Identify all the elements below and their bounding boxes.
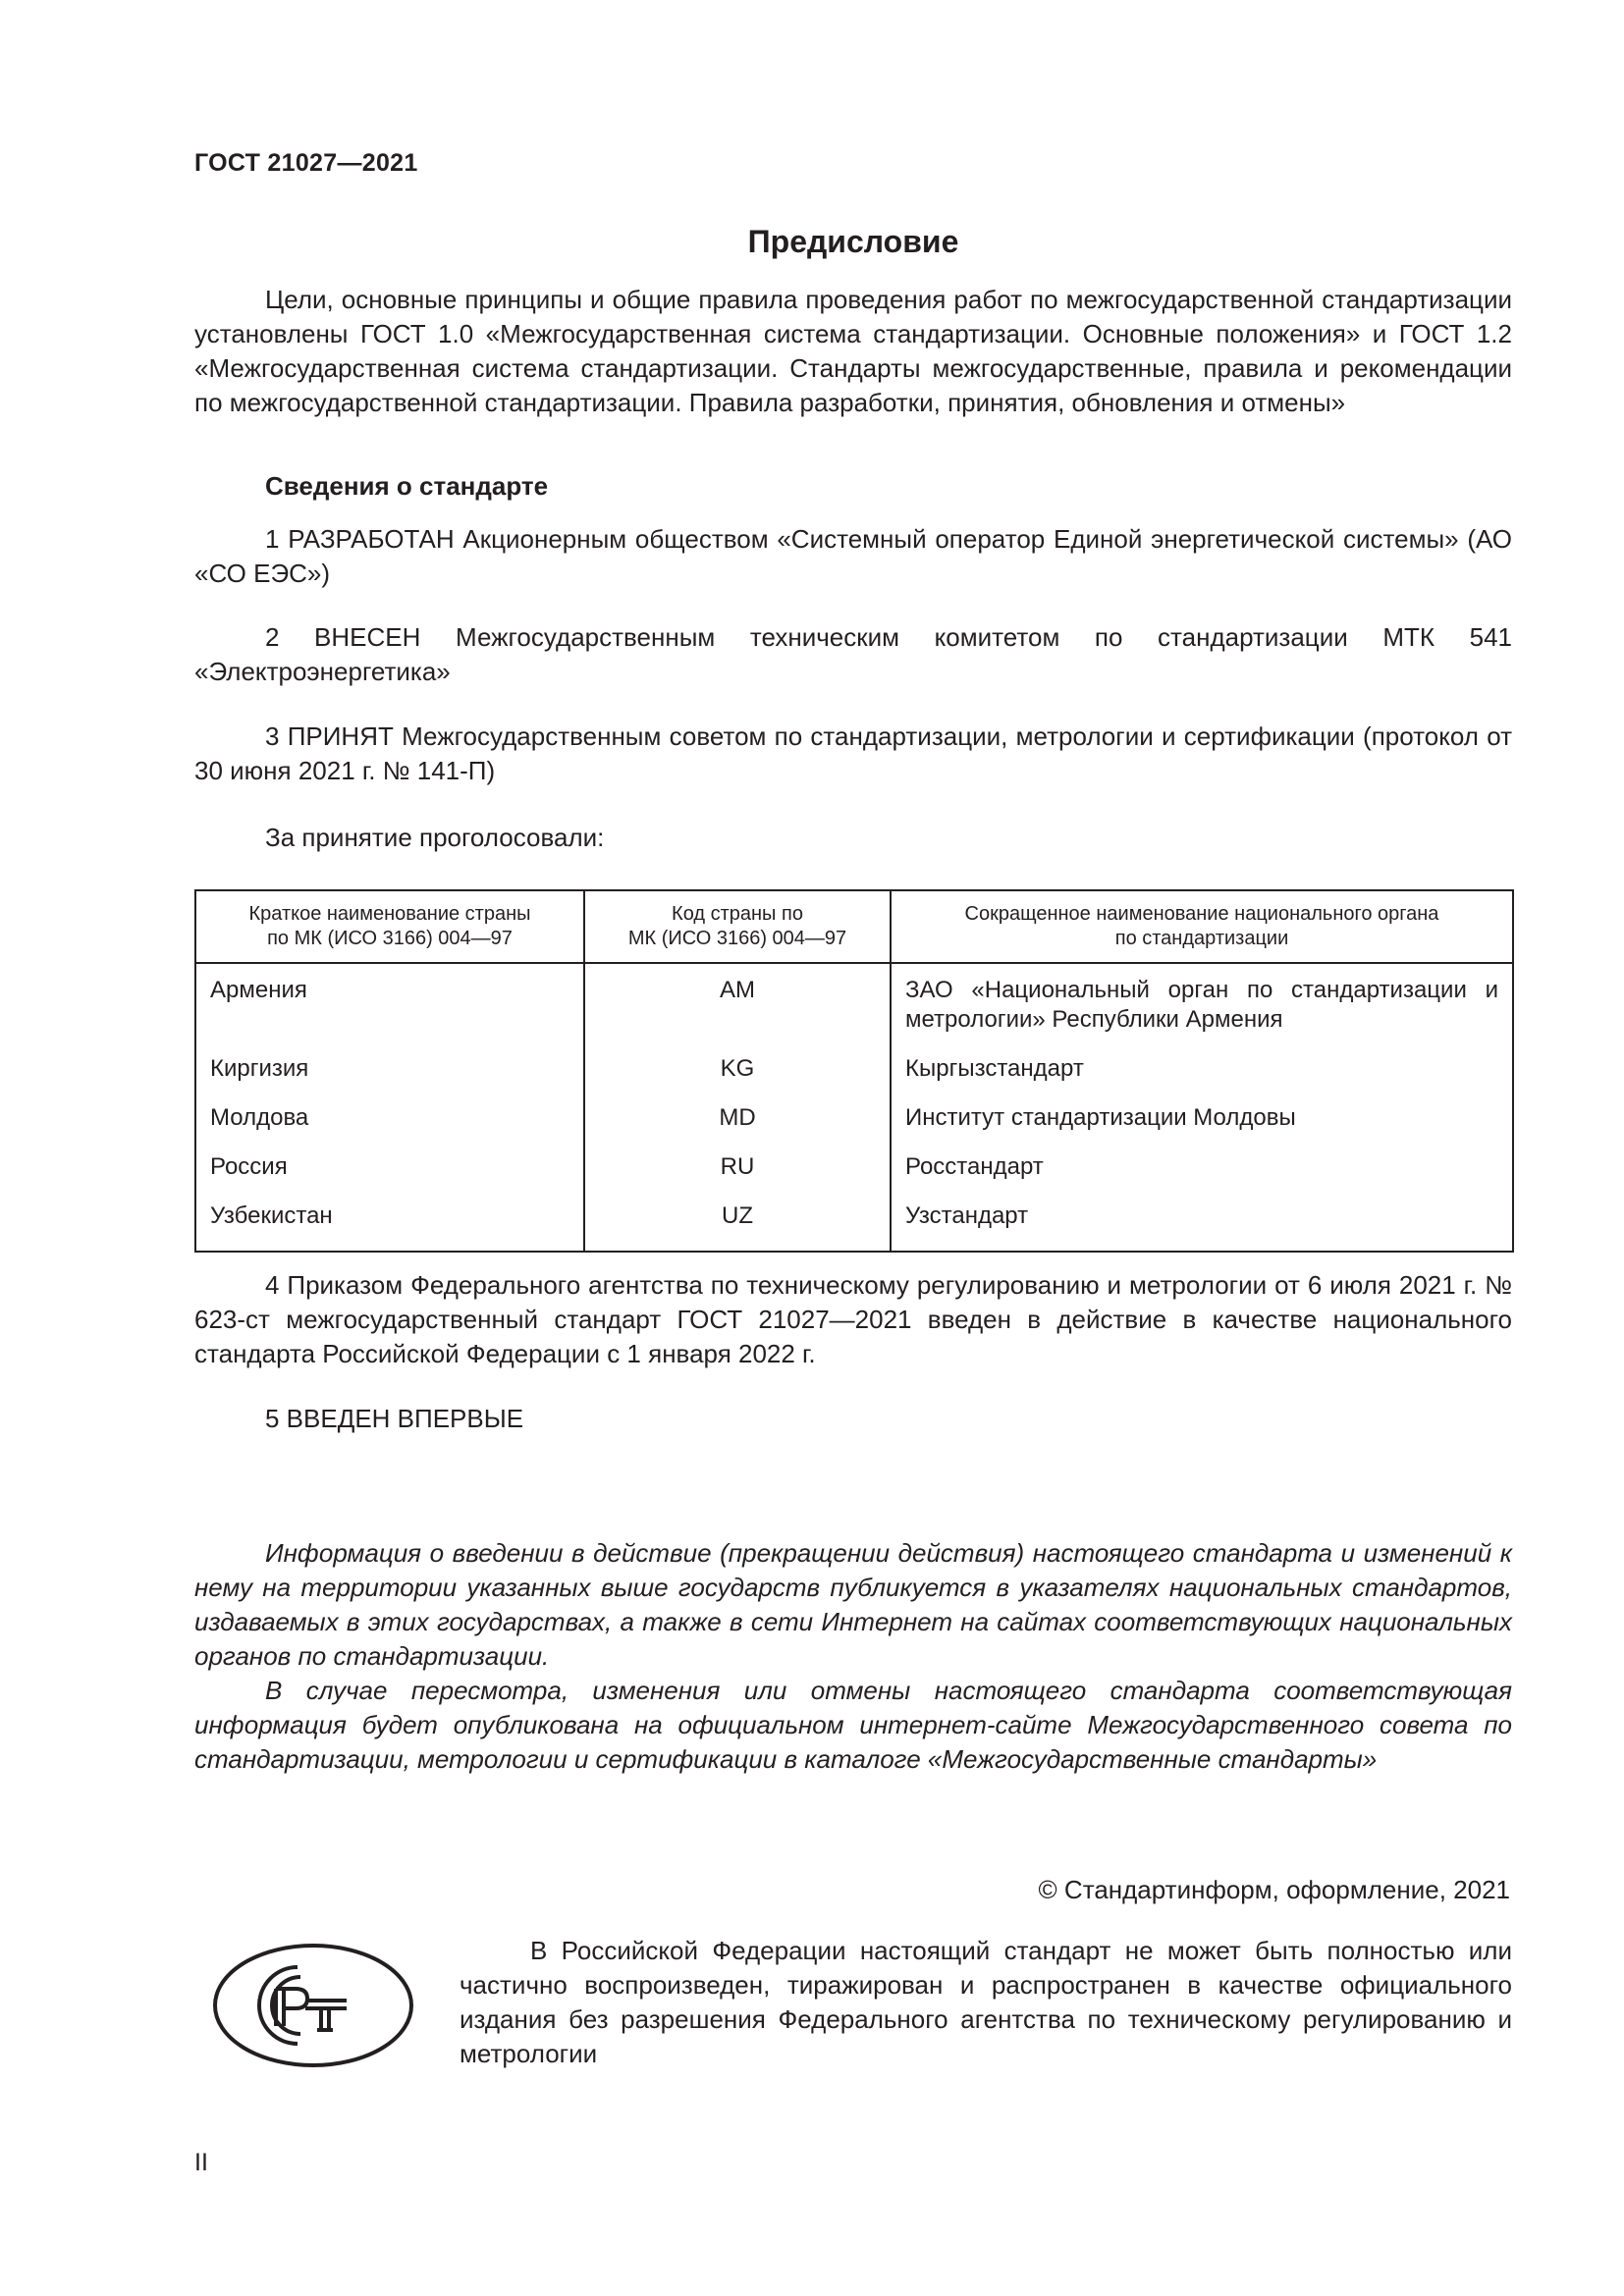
table-row [195, 1054, 1513, 1103]
standards-body-cell: Институт стандартизации Молдовы [891, 1103, 1513, 1152]
copyright-line: © Стандартинформ, оформление, 2021 [1038, 1875, 1510, 1904]
standards-body-cell: Кыргызстандарт [891, 1054, 1513, 1103]
table-row [195, 963, 1513, 1054]
code-cell: MD [584, 1103, 891, 1152]
page-title: Предисловие [747, 224, 959, 259]
code-cell: AM [584, 963, 891, 1054]
country-cell: Россия [195, 1152, 584, 1201]
table-header-row [195, 890, 1513, 963]
rst-certification-mark-icon [211, 1942, 415, 2074]
foreword-intro: Цели, основные принципы и общие правила проведения работ по межгосударственной стандартизации установлены ГОСТ 1.0 «Межгосударственная система стандартизации. Основные положения» и ГОСТ 1.2 «Межгосударственная система стандартизации. Стандарты межгосударственные, правила и рекомендации по межгосударственной стандартизации. Правила разработки, принятия, обновления и отмены» [194, 285, 1512, 417]
table-row [195, 1201, 1513, 1252]
reproduction-rights-notice: В Российской Федерации настоящий стандарт не может быть полностью или частично воспроизведен, тиражирован и распространен в качестве официального издания без разрешения Федерального агентства по техническому регулированию и метрологии [460, 1936, 1512, 2068]
country-cell: Киргизия [195, 1054, 584, 1103]
item-developed: 1 РАЗРАБОТАН Акционерным обществом «Системный оператор Единой энергетической системы» (АО «СО ЕЭС») [194, 524, 1512, 588]
standards-body-cell: Росстандарт [891, 1152, 1513, 1201]
country-cell: Армения [195, 963, 584, 1054]
table-row [195, 1152, 1513, 1201]
item-adopted: 3 ПРИНЯТ Межгосударственным советом по стандартизации, метрологии и сертификации (протокол от 30 июня 2021 г. № 141-П) [194, 721, 1512, 785]
notice-information: Информация о введении в действие (прекращении действия) настоящего стандарта и изменений к нему на территории указанных выше государств публикуется в указателях национальных стандартов, издаваемых в этих государствах, а также в сети Интернет на сайтах соответствующих национальных органов по стандартизации. [194, 1538, 1512, 1671]
item-enacted: 4 Приказом Федерального агентства по техническому регулированию и метрологии от 6 июля 2021 г. № 623-ст межгосударственный стандарт ГОСТ 21027—2021 введен в действие в качестве национального стандарта Российской Федерации с 1 января 2022 г. [194, 1270, 1512, 1368]
code-cell: RU [584, 1152, 891, 1201]
voted-label: За принятие проголосовали: [265, 823, 605, 852]
page-number: II [194, 2149, 208, 2176]
notice-revision: В случае пересмотра, изменения или отмены настоящего стандарта соответствующая информация будет опубликована на официальном интернет-сайте Межгосударственного совета по стандартизации, метрологии и сертификации в каталоге «Межгосударственные стандарты» [194, 1676, 1512, 1774]
table-row [195, 1103, 1513, 1152]
info-heading: Сведения о стандарте [265, 471, 549, 501]
header-country: Краткое наименование страны по МК (ИСО 3166) 004—97 [195, 890, 584, 963]
country-cell: Молдова [195, 1103, 584, 1152]
code-cell: KG [584, 1054, 891, 1103]
header-standards-body: Сокращенное наименование национального органа по стандартизации [891, 890, 1513, 963]
country-cell: Узбекистан [195, 1201, 584, 1252]
standards-body-cell: Узстандарт [891, 1201, 1513, 1252]
code-cell: UZ [584, 1201, 891, 1252]
voting-countries-table [194, 889, 1514, 1253]
item-submitted: 2 ВНЕСЕН Межгосударственным техническим комитетом по стандартизации МТК 541 «Электроэнергетика» [194, 622, 1512, 686]
item-first-introduced: 5 ВВЕДЕН ВПЕРВЫЕ [265, 1404, 524, 1433]
header-code: Код страны по МК (ИСО 3166) 004—97 [584, 890, 891, 963]
document-id: ГОСТ 21027—2021 [194, 149, 418, 177]
standards-body-cell: ЗАО «Национальный орган по стандартизации и метрологии» Республики Армения [891, 963, 1513, 1054]
